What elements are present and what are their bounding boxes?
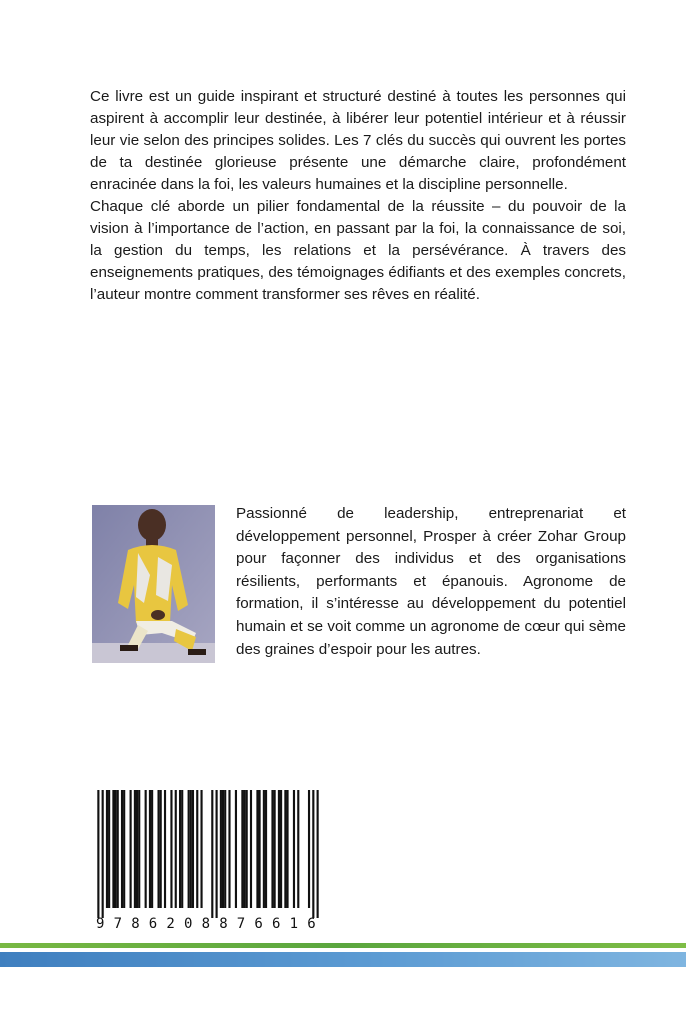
book-description bbox=[90, 86, 626, 306]
barcode-digit: 7 bbox=[113, 916, 123, 930]
barcode-bar bbox=[200, 790, 202, 908]
barcode-bar bbox=[235, 790, 237, 908]
barcode-bar bbox=[160, 790, 162, 908]
barcode-bar bbox=[308, 790, 310, 908]
barcode-bar bbox=[284, 790, 286, 908]
barcode-bar bbox=[259, 790, 261, 908]
barcode-bar bbox=[121, 790, 123, 908]
barcode-bar bbox=[280, 790, 282, 908]
author-portrait-image bbox=[92, 505, 215, 663]
barcode-digit: 6 bbox=[307, 916, 316, 930]
barcode-bar bbox=[164, 790, 166, 908]
barcode-digit: 8 bbox=[201, 916, 211, 930]
barcode-digit: 7 bbox=[236, 916, 246, 930]
barcode-bar bbox=[246, 790, 248, 908]
barcode-bar bbox=[151, 790, 153, 908]
barcode-bar bbox=[123, 790, 125, 908]
author-photo bbox=[92, 505, 215, 663]
barcode-bar bbox=[278, 790, 280, 908]
barcode-bar bbox=[114, 790, 116, 908]
description-paragraph-1: Ce livre est un guide inspirant et structuré destiné à toutes les personnes qui aspirent à accomplir leur destinée, à libérer leur potentiel intérieur et à réussir leur vie selon des principes solides. Les 7 clés du succès qui ouvrent les portes de ta destinée glorieuse présente une démarche claire, profondément enracinée dans la foi, les valeurs humaines et la discipline personnelle. bbox=[90, 88, 626, 193]
barcode-bar bbox=[136, 790, 138, 908]
barcode-bar bbox=[192, 790, 194, 908]
barcode-bar bbox=[263, 790, 265, 908]
barcode-digit: 6 bbox=[272, 916, 281, 930]
barcode-bar bbox=[149, 790, 151, 908]
barcode-bar bbox=[106, 790, 108, 908]
barcode-bar bbox=[97, 790, 99, 918]
author-bio: Passionné de leadership, entreprenariat et développement personnel, Prosper à créer Zohar Group pour façonner des individus et des organisations résilients, performants et épanouis. Agronome de formation, il s’intéresse au développement du potentiel humain et se voit comme un agronome de cœur qui sème des graines d’espoir pour les autres. bbox=[236, 505, 626, 658]
barcode-digits bbox=[96, 916, 316, 930]
barcode-digit: 0 bbox=[184, 916, 193, 930]
barcode-bar bbox=[317, 790, 319, 918]
barcode-bar bbox=[157, 790, 159, 908]
green-band bbox=[0, 943, 686, 948]
barcode-digit: 8 bbox=[131, 916, 140, 930]
barcode-bar bbox=[179, 790, 181, 908]
barcode-bar bbox=[224, 790, 226, 908]
barcode-bar bbox=[112, 790, 114, 908]
barcode-bar bbox=[211, 790, 213, 918]
barcode-bar bbox=[216, 790, 218, 918]
barcode-digit: 8 bbox=[219, 916, 228, 930]
barcode-bar bbox=[256, 790, 258, 908]
barcode-bar bbox=[145, 790, 147, 908]
barcode-digit: 1 bbox=[289, 916, 299, 930]
description-paragraph-2: Chaque clé aborde un pilier fondamental de la réussite – du pouvoir de la vision à l’importance de l’action, en passant par la foi, la connaissance de soi, la gestion du temps, les relations et la persévérance. À travers des enseignements pratiques, des témoignages édifiants et des exemples concrets, l’auteur montre comment transformer ses rêves en réalité. bbox=[90, 198, 626, 303]
barcode-bar bbox=[312, 790, 314, 918]
barcode-digit: 2 bbox=[166, 916, 175, 930]
barcode-bar bbox=[108, 790, 110, 908]
barcode-bars bbox=[97, 790, 318, 918]
barcode-bar bbox=[175, 790, 177, 908]
barcode-bar bbox=[222, 790, 224, 908]
isbn-barcode bbox=[93, 790, 323, 930]
barcode-bar bbox=[102, 790, 104, 918]
barcode-bar bbox=[286, 790, 288, 908]
barcode-bar bbox=[130, 790, 132, 908]
barcode-digit: 6 bbox=[254, 916, 263, 930]
barcode-bar bbox=[265, 790, 267, 908]
barcode-bar bbox=[138, 790, 140, 908]
barcode-bar bbox=[271, 790, 273, 908]
barcode-digit: 9 bbox=[96, 916, 105, 930]
barcode-bar bbox=[241, 790, 243, 908]
barcode-bar bbox=[181, 790, 183, 908]
barcode-bar bbox=[250, 790, 252, 908]
barcode-bar bbox=[134, 790, 136, 908]
barcode-bar bbox=[274, 790, 276, 908]
barcode-digit: 6 bbox=[148, 916, 158, 930]
blue-band bbox=[0, 952, 686, 967]
barcode-bar bbox=[196, 790, 198, 908]
barcode-bar bbox=[117, 790, 119, 908]
barcode-bar bbox=[170, 790, 172, 908]
barcode-bar bbox=[243, 790, 245, 908]
barcode-bar bbox=[190, 790, 192, 908]
barcode-bar bbox=[293, 790, 295, 908]
barcode-bar bbox=[220, 790, 222, 908]
barcode-bar bbox=[228, 790, 230, 908]
barcode-bar bbox=[297, 790, 299, 908]
barcode-bar bbox=[188, 790, 190, 908]
